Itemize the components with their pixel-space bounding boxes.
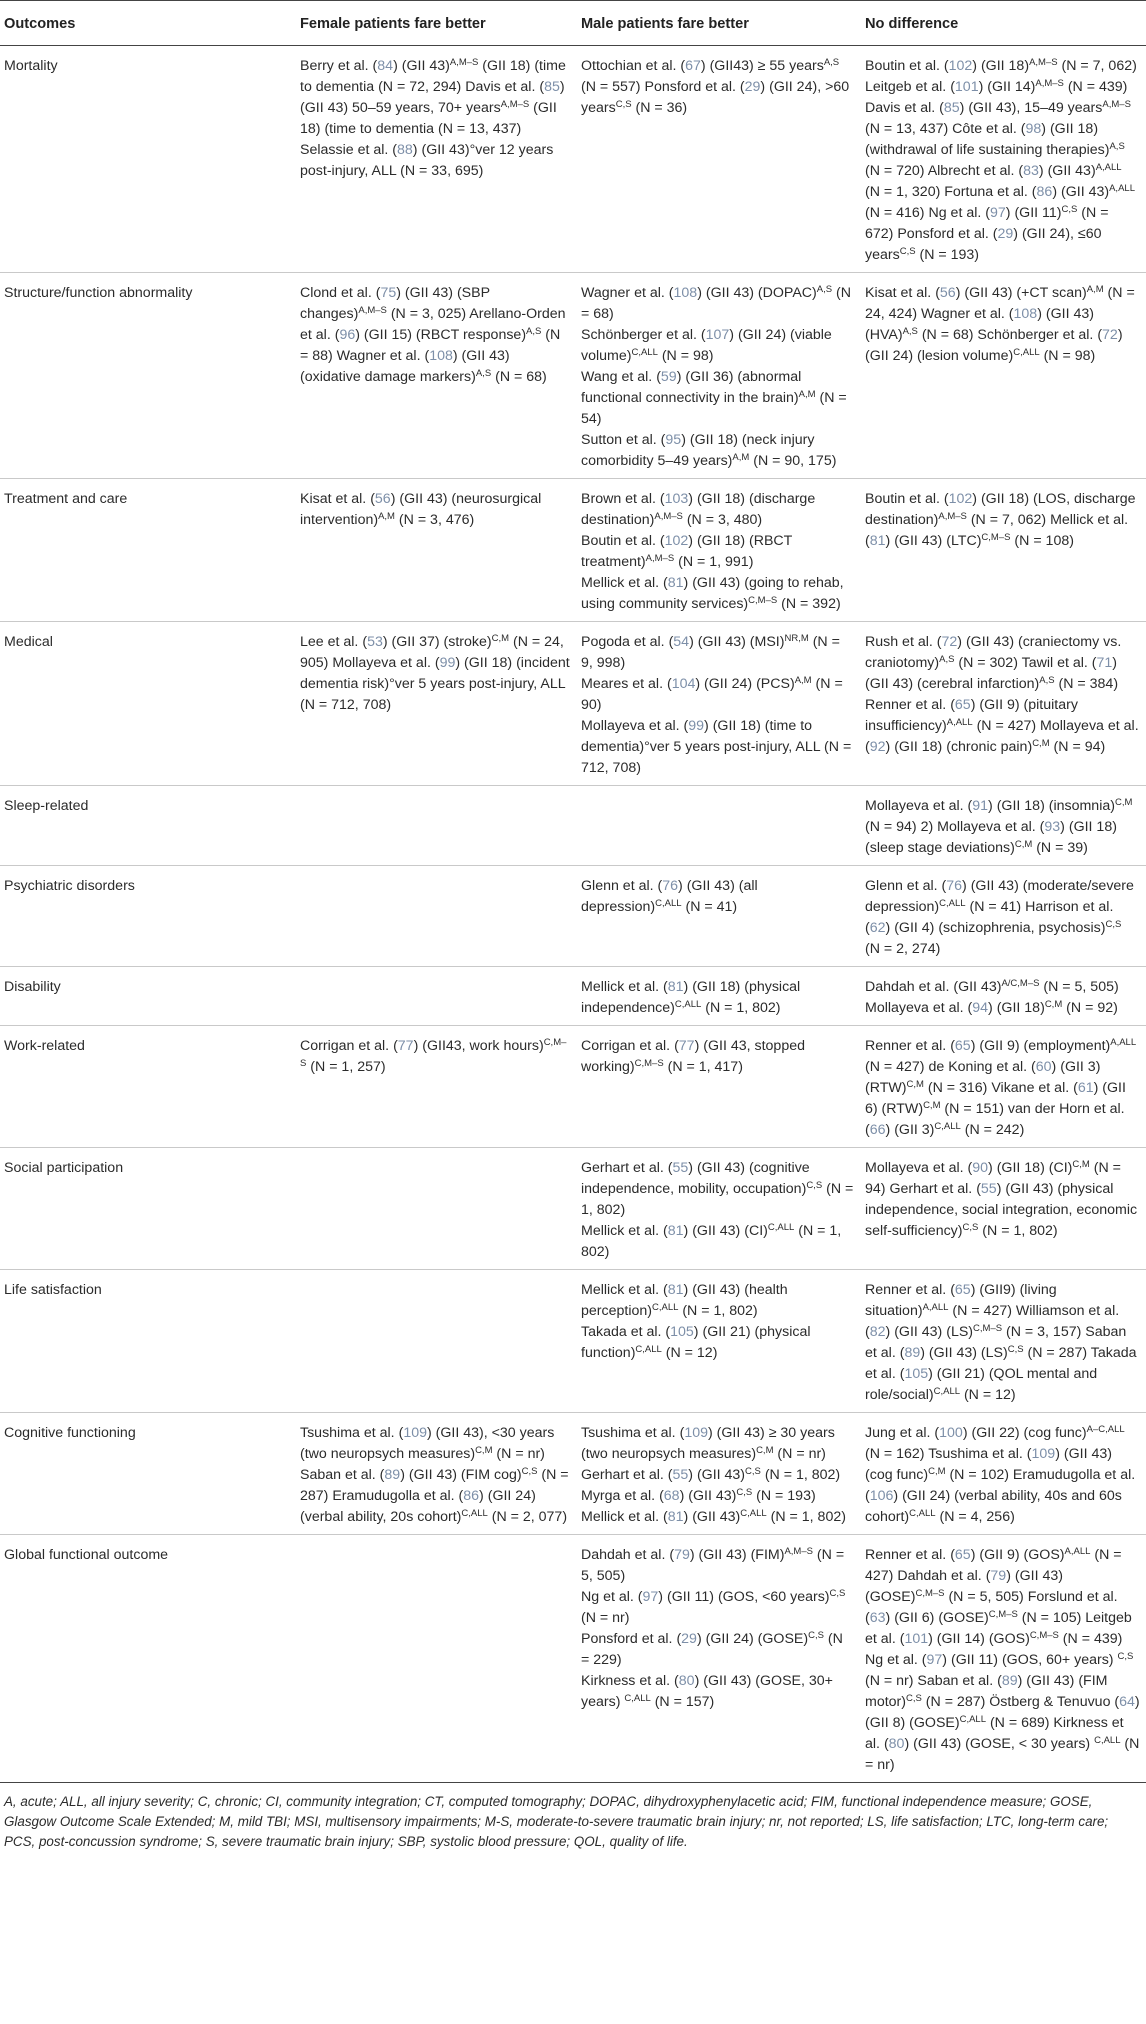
- column-header-outcomes: Outcomes: [0, 1, 296, 46]
- cell-outcome: Medical: [0, 622, 296, 786]
- superscript: C,M: [906, 1079, 924, 1090]
- table-row: [0, 967, 1146, 1026]
- cell-female: Kisat et al. (56) (GII 43) (neurosurgical intervention)$^{A,M}$ (N = 3, 476): [296, 479, 577, 622]
- citation-link[interactable]: 89: [904, 1345, 921, 1361]
- superscript: C,ALL: [651, 1302, 679, 1313]
- cell-outcome: Cognitive functioning: [0, 1413, 296, 1535]
- table-row: [0, 1270, 1146, 1413]
- superscript: C,M: [923, 1100, 941, 1111]
- citation-link[interactable]: 102: [948, 58, 973, 74]
- table-row: [0, 786, 1146, 866]
- superscript: C,S: [1061, 204, 1078, 215]
- superscript: C,ALL: [767, 1222, 795, 1233]
- citation-link[interactable]: 67: [685, 58, 701, 74]
- cell-no-difference: Boutin et al. (102) (GII 18)$^{A,M-S}$ (N = 7, 062) Leitgeb et al. (101) (GII 14)$^{A,M-S}$ (N = 439) Davis et al. (85) (GII 43), 15–49 years$^{A,M-S}$ (N = 13, 437) Côte et al. (98) (GII 18) (withdrawal of life sustaining therapies)$^{A,S}$ (N = 720) Albrecht et al. (83) (GII 43)$^{A,ALL}$ (N = 1, 320) Fortuna et al. (86) (GII 43)$^{A,ALL}$ (N = 416) Ng et al. (97) (GII 11)$^{C,S}$ (N = 672) Ponsford et al. (29) (GII 24), ≤60 years$^{C,S}$ (N = 193): [861, 46, 1146, 273]
- column-header-female: Female patients fare better: [296, 1, 577, 46]
- table-row: [0, 1026, 1146, 1148]
- superscript: A,S: [1109, 141, 1125, 152]
- cell-no-difference: Rush et al. (72) (GII 43) (craniectomy vs. craniotomy)$^{A,S}$ (N = 302) Tawil et al. (71) (GII 43) (cerebral infarction)$^{A,S}$ (N = 384) Renner et al. (65) (GII 9) (pituitary insufficiency)$^{A,ALL}$ (N = 427) Mollayeva et al. (92) (GII 18) (chronic pain)$^{C,M}$ (N = 94): [861, 622, 1146, 786]
- citation-link[interactable]: 53: [367, 634, 383, 650]
- citation-link[interactable]: 91: [972, 798, 989, 814]
- citation-link[interactable]: 103: [664, 491, 689, 507]
- cell-outcome: Global functional outcome: [0, 1535, 296, 1783]
- cell-female: [296, 866, 577, 967]
- superscript: C,ALL: [631, 347, 658, 358]
- superscript: A,M–S: [1029, 57, 1058, 68]
- table-body: [0, 46, 1146, 1783]
- citation-link[interactable]: 77: [678, 1038, 695, 1054]
- table-row: [0, 622, 1146, 786]
- superscript: A,M: [794, 675, 812, 686]
- citation-link[interactable]: 85: [943, 100, 960, 116]
- cell-male: Gerhart et al. (55) (GII 43) (cognitive independence, mobility, occupation)$^{C,S}$ (N = 1, 802) Mellick et al. (81) (GII 43) (CI)$^{C,ALL}$ (N = 1, 802): [577, 1148, 861, 1270]
- superscript: A,S: [475, 368, 492, 379]
- superscript: C,S: [1105, 919, 1122, 930]
- superscript: C,ALL: [1013, 347, 1040, 358]
- superscript: C,M–S: [634, 1058, 664, 1069]
- cell-female: Corrigan et al. (77) (GII43, work hours)$^{C,M-S}$ (N = 1, 257): [296, 1026, 577, 1148]
- cell-male: Wagner et al. (108) (GII 43) (DOPAC)$^{A,S}$ (N = 68) Schönberger et al. (107) (GII 24) (viable volume)$^{C,ALL}$ (N = 98) Wang et al. (59) (GII 36) (abnormal functional connectivity in the brain)$^{A,M}$ (N = 54) Sutton et al. (95) (GII 18) (neck injury comorbidity 5–49 years)$^{A,M}$ (N = 90, 175): [577, 273, 861, 479]
- table-row: [0, 479, 1146, 622]
- citation-link[interactable]: 99: [439, 655, 456, 671]
- superscript: C,ALL: [933, 1386, 961, 1397]
- citation-link[interactable]: 85: [544, 79, 560, 95]
- citation-link[interactable]: 101: [904, 1631, 929, 1647]
- citation-link[interactable]: 29: [744, 79, 761, 95]
- citation-link[interactable]: 81: [667, 1509, 684, 1525]
- cell-outcome: Social participation: [0, 1148, 296, 1270]
- cell-male: Pogoda et al. (54) (GII 43) (MSI)$^{NR,M}$ (N = 9, 998) Meares et al. (104) (GII 24) (PCS)$^{A,M}$ (N = 90) Mollayeva et al. (99) (GII 18) (time to dementia)°ver 5 years post-injury, ALL (N = 712, 708): [577, 622, 861, 786]
- cell-male: Mellick et al. (81) (GII 18) (physical independence)$^{C,ALL}$ (N = 1, 802): [577, 967, 861, 1026]
- superscript: A,ALL: [922, 1302, 949, 1313]
- citation-link[interactable]: 76: [662, 878, 679, 894]
- superscript: A,ALL: [1109, 183, 1135, 194]
- citation-link[interactable]: 102: [948, 491, 973, 507]
- superscript: C,S: [736, 1487, 753, 1498]
- citation-link[interactable]: 55: [980, 1181, 997, 1197]
- cell-female: [296, 967, 577, 1026]
- table-row: [0, 273, 1146, 479]
- citation-link[interactable]: 65: [954, 697, 971, 713]
- column-header-no-difference: No difference: [861, 1, 1146, 46]
- citation-link[interactable]: 81: [667, 979, 684, 995]
- superscript: C,M: [928, 1466, 946, 1477]
- cell-no-difference: Renner et al. (65) (GII9) (living situation)$^{A,ALL}$ (N = 427) Williamson et al. (82) (GII 43) (LS)$^{C,M-S}$ (N = 3, 157) Saban et al. (89) (GII 43) (LS)$^{C,S}$ (N = 287) Takada et al. (105) (GII 21) (QOL mental and role/social)$^{C,ALL}$ (N = 12): [861, 1270, 1146, 1413]
- superscript: C,M: [491, 633, 510, 644]
- superscript: A,M–S: [784, 1546, 813, 1557]
- cell-no-difference: Renner et al. (65) (GII 9) (employment)$^{A,ALL}$ (N = 427) de Koning et al. (60) (GII 3) (RTW)$^{C,M}$ (N = 316) Vikane et al. (61) (GII 6) (RTW)$^{C,M}$ (N = 151) van der Horn et al. (66) (GII 3)$^{C,ALL}$ (N = 242): [861, 1026, 1146, 1148]
- superscript: C,M–S: [1029, 1630, 1059, 1641]
- citation-link[interactable]: 77: [397, 1038, 414, 1054]
- superscript: A,ALL: [946, 717, 973, 728]
- citation-link[interactable]: 84: [377, 58, 394, 74]
- superscript: A,S: [816, 284, 833, 295]
- citation-link[interactable]: 105: [904, 1366, 929, 1382]
- column-header-male: Male patients fare better: [577, 1, 861, 46]
- superscript: A,M: [798, 389, 816, 400]
- citation-link[interactable]: 79: [990, 1568, 1007, 1584]
- cell-female: [296, 1270, 577, 1413]
- citation-link[interactable]: 72: [941, 634, 958, 650]
- superscript: C,M–S: [988, 1609, 1018, 1620]
- superscript: C,M–S: [915, 1588, 945, 1599]
- superscript: C,ALL: [635, 1344, 662, 1355]
- superscript: C,M: [475, 1445, 493, 1456]
- superscript: C,S: [1007, 1344, 1024, 1355]
- citation-link[interactable]: 86: [463, 1488, 480, 1504]
- citation-link[interactable]: 100: [939, 1425, 963, 1441]
- cell-male: Brown et al. (103) (GII 18) (discharge destination)$^{A,M-S}$ (N = 3, 480) Boutin et al. (102) (GII 18) (RBCT treatment)$^{A,M-S}$ (N = 1, 991) Mellick et al. (81) (GII 43) (going to rehab, using community services)$^{C,M-S}$ (N = 392): [577, 479, 861, 622]
- citation-link[interactable]: 109: [1031, 1446, 1056, 1462]
- cell-male: [577, 786, 861, 866]
- citation-link[interactable]: 104: [671, 676, 696, 692]
- citation-link[interactable]: 72: [1102, 327, 1118, 343]
- citation-link[interactable]: 56: [939, 285, 956, 301]
- citation-link[interactable]: 68: [663, 1488, 680, 1504]
- citation-link[interactable]: 98: [1025, 121, 1042, 137]
- superscript: C,M: [1032, 738, 1050, 749]
- citation-link[interactable]: 62: [869, 920, 886, 936]
- cell-outcome: Life satisfaction: [0, 1270, 296, 1413]
- superscript: C,S: [1117, 1651, 1134, 1662]
- table-row: [0, 1535, 1146, 1783]
- citation-link[interactable]: 75: [380, 285, 397, 301]
- superscript: C,S: [829, 1588, 846, 1599]
- cell-no-difference: Mollayeva et al. (91) (GII 18) (insomnia)$^{C,M}$ (N = 94) 2) Mollayeva et al. (93) (GII 18) (sleep stage deviations)$^{C,M}$ (N = 39): [861, 786, 1146, 866]
- citation-link[interactable]: 97: [990, 205, 1006, 221]
- cell-outcome: Work-related: [0, 1026, 296, 1148]
- superscript: A,M–S: [358, 305, 387, 316]
- table-row: [0, 866, 1146, 967]
- citation-link[interactable]: 92: [869, 739, 886, 755]
- citation-link[interactable]: 106: [869, 1488, 894, 1504]
- cell-outcome: Psychiatric disorders: [0, 866, 296, 967]
- superscript: A,S: [526, 326, 542, 337]
- cell-male: Corrigan et al. (77) (GII 43, stopped working)$^{C,M-S}$ (N = 1, 417): [577, 1026, 861, 1148]
- citation-link[interactable]: 81: [667, 575, 684, 591]
- cell-no-difference: Mollayeva et al. (90) (GII 18) (CI)$^{C,M}$ (N = 94) Gerhart et al. (55) (GII 43) (physical independence, social integration, economic self-sufficiency)$^{C,S}$ (N = 1, 802): [861, 1148, 1146, 1270]
- citation-link[interactable]: 83: [1023, 163, 1039, 179]
- superscript: A/C,M–S: [1001, 978, 1040, 989]
- citation-link[interactable]: 80: [888, 1736, 905, 1752]
- citation-link[interactable]: 86: [1036, 184, 1053, 200]
- cell-male: Glenn et al. (76) (GII 43) (all depression)$^{C,ALL}$ (N = 41): [577, 866, 861, 967]
- citation-link[interactable]: 81: [869, 533, 886, 549]
- cell-male: Tsushima et al. (109) (GII 43) ≥ 30 years (two neuropsych measures)$^{C,M}$ (N = nr) Gerhart et al. (55) (GII 43)$^{C,S}$ (N = 1, 802) Myrga et al. (68) (GII 43)$^{C,S}$ (N = 193) Mellick et al. (81) (GII 43)$^{C,ALL}$ (N = 1, 802): [577, 1413, 861, 1535]
- superscript: A,M–S: [449, 57, 479, 68]
- cell-male: Dahdah et al. (79) (GII 43) (FIM)$^{A,M-S}$ (N = 5, 505) Ng et al. (97) (GII 11) (GOS, <60 years)$^{C,S}$ (N = nr) Ponsford et al. (29) (GII 24) (GOSE)$^{C,S}$ (N = 229) Kirkness et al. (80) (GII 43) (GOSE, 30+ years) $^{C,ALL}$ (N = 157): [577, 1535, 861, 1783]
- superscript: C,ALL: [939, 898, 966, 909]
- citation-link[interactable]: 65: [954, 1038, 971, 1054]
- citation-link[interactable]: 88: [397, 142, 413, 158]
- citation-link[interactable]: 97: [926, 1652, 943, 1668]
- table-footnote: A, acute; ALL, all injury severity; C, chronic; CI, community integration; CT, computed tomography; DOPAC, dihydroxyphenylacetic acid; FIM, functional independence measure; GOSE, Glasgow Outcome Scale Extended; M, mild TBI; MSI, multisensory impairments; M-S, moderate-to-severe traumatic brain injury; nr, not reported; LS, life satisfaction; LTC, long-term care; PCS, post-concussion syndrome; S, severe traumatic brain injury; SBP, systolic blood pressure; QOL, quality of life.: [4, 1794, 1109, 1849]
- superscript: C,M: [1114, 797, 1133, 808]
- citation-link[interactable]: 64: [1119, 1694, 1135, 1710]
- citation-link[interactable]: 54: [673, 634, 690, 650]
- citation-link[interactable]: 55: [672, 1160, 689, 1176]
- citation-link[interactable]: 108: [1013, 306, 1038, 322]
- superscript: C,S: [808, 1630, 824, 1641]
- citation-link[interactable]: 55: [672, 1467, 689, 1483]
- superscript: A,M–S: [654, 511, 683, 522]
- cell-outcome: Sleep-related: [0, 786, 296, 866]
- citation-link[interactable]: 109: [403, 1425, 427, 1441]
- superscript: C,S: [906, 1693, 922, 1704]
- cell-female: Lee et al. (53) (GII 37) (stroke)$^{C,M}$ (N = 24, 905) Mollayeva et al. (99) (GII 18) (incident dementia risk)°ver 5 years post-injury, ALL (N = 712, 708): [296, 622, 577, 786]
- citation-link[interactable]: 29: [997, 226, 1014, 242]
- superscript: C,M–S: [300, 1037, 567, 1069]
- superscript: A,M–S: [645, 553, 675, 564]
- superscript: A,S: [939, 654, 955, 665]
- superscript: NR,M: [784, 633, 809, 644]
- superscript: A,ALL: [1110, 1037, 1137, 1048]
- cell-no-difference: Dahdah et al. (GII 43)$^{A/C,M-S}$ (N = 5, 505) Mollayeva et al. (94) (GII 18)$^{C,M}$ (N = 92): [861, 967, 1146, 1026]
- superscript: A,M–S: [1102, 99, 1131, 110]
- citation-link[interactable]: 90: [972, 1160, 989, 1176]
- superscript: C,S: [962, 1222, 979, 1233]
- citation-link[interactable]: 89: [1001, 1673, 1018, 1689]
- cell-female: Clond et al. (75) (GII 43) (SBP changes)$^{A,M-S}$ (N = 3, 025) Arellano-Orden et al. (96) (GII 15) (RBCT response)$^{A,S}$ (N = 88) Wagner et al. (108) (GII 43) (oxidative damage markers)$^{A,S}$ (N = 68): [296, 273, 577, 479]
- superscript: A,M–S: [938, 511, 967, 522]
- cell-outcome: Mortality: [0, 46, 296, 273]
- citation-link[interactable]: 95: [665, 432, 682, 448]
- superscript: C,S: [615, 99, 632, 110]
- citation-link[interactable]: 60: [1035, 1059, 1052, 1075]
- superscript: A,M: [378, 511, 395, 522]
- superscript: A,S: [902, 326, 918, 337]
- superscript: C,S: [521, 1466, 538, 1477]
- superscript: A–C,ALL: [1086, 1424, 1125, 1435]
- citation-link[interactable]: 71: [1096, 655, 1113, 671]
- citation-link[interactable]: 82: [869, 1324, 886, 1340]
- superscript: C,ALL: [934, 1121, 961, 1132]
- citation-link[interactable]: 94: [972, 1000, 989, 1016]
- superscript: C,ALL: [655, 898, 682, 909]
- superscript: C,ALL: [674, 999, 702, 1010]
- cell-female: Berry et al. (84) (GII 43)$^{A,M-S}$ (GII 18) (time to dementia (N = 72, 294) Davis et al. (85) (GII 43) 50–59 years, 70+ years$^{A,M-S}$ (GII 18) (time to dementia (N = 13, 437) Selassie et al. (88) (GII 43)°ver 12 years post-injury, ALL (N = 33, 695): [296, 46, 577, 273]
- citation-link[interactable]: 66: [869, 1122, 886, 1138]
- superscript: C,ALL: [740, 1508, 767, 1519]
- citation-link[interactable]: 56: [374, 491, 391, 507]
- cell-no-difference: Glenn et al. (76) (GII 43) (moderate/severe depression)$^{C,ALL}$ (N = 41) Harrison et al. (62) (GII 4) (schizophrenia, psychosis)$^{C,S}$ (N = 2, 274): [861, 866, 1146, 967]
- superscript: C,M: [1072, 1159, 1090, 1170]
- superscript: A,S: [823, 57, 840, 68]
- citation-link[interactable]: 80: [678, 1673, 695, 1689]
- superscript: C,ALL: [959, 1714, 986, 1725]
- citation-link[interactable]: 65: [954, 1282, 971, 1298]
- citation-link[interactable]: 102: [664, 533, 689, 549]
- superscript: C,ALL: [1094, 1735, 1121, 1746]
- citation-link[interactable]: 29: [681, 1631, 697, 1647]
- citation-link[interactable]: 81: [667, 1223, 684, 1239]
- citation-link[interactable]: 93: [1044, 819, 1061, 835]
- superscript: A,ALL: [1095, 162, 1122, 173]
- cell-female: Tsushima et al. (109) (GII 43), <30 years (two neuropsych measures)$^{C,M}$ (N = nr) Saban et al. (89) (GII 43) (FIM cog)$^{C,S}$ (N = 287) Eramudugolla et al. (86) (GII 24) (verbal ability, 20s cohort)$^{C,ALL}$ (N = 2, 077): [296, 1413, 577, 1535]
- cell-outcome: Structure/function abnormality: [0, 273, 296, 479]
- citation-link[interactable]: 101: [954, 79, 979, 95]
- cell-outcome: Treatment and care: [0, 479, 296, 622]
- header-row: [0, 1, 1146, 46]
- superscript: C,S: [899, 246, 916, 257]
- citation-link[interactable]: 108: [429, 348, 453, 364]
- superscript: A,M–S: [500, 99, 530, 110]
- citation-link[interactable]: 65: [954, 1547, 971, 1563]
- superscript: A,ALL: [1064, 1546, 1091, 1557]
- citation-link[interactable]: 99: [688, 718, 705, 734]
- superscript: C,ALL: [909, 1508, 936, 1519]
- citation-link[interactable]: 81: [667, 1282, 684, 1298]
- citation-link[interactable]: 61: [1077, 1080, 1094, 1096]
- citation-link[interactable]: 109: [684, 1425, 708, 1441]
- cell-female: [296, 1535, 577, 1783]
- cell-no-difference: Boutin et al. (102) (GII 18) (LOS, discharge destination)$^{A,M-S}$ (N = 7, 062) Mellick et al. (81) (GII 43) (LTC)$^{C,M-S}$ (N = 108): [861, 479, 1146, 622]
- superscript: A,M: [1086, 284, 1104, 295]
- superscript: C,S: [806, 1180, 823, 1191]
- superscript: C,ALL: [461, 1508, 488, 1519]
- citation-link[interactable]: 108: [673, 285, 698, 301]
- superscript: A,M–S: [1035, 78, 1064, 89]
- superscript: C,M: [1014, 839, 1033, 850]
- citation-link[interactable]: 96: [339, 327, 356, 343]
- table-header: [0, 1, 1146, 46]
- citation-link[interactable]: 59: [660, 369, 677, 385]
- superscript: A,M: [732, 452, 750, 463]
- superscript: C,M: [756, 1445, 774, 1456]
- citation-link[interactable]: 105: [670, 1324, 694, 1340]
- table-row: [0, 46, 1146, 273]
- superscript: C,M–S: [748, 595, 778, 606]
- cell-outcome: Disability: [0, 967, 296, 1026]
- superscript: A,S: [1039, 675, 1055, 686]
- cell-no-difference: Kisat et al. (56) (GII 43) (+CT scan)$^{A,M}$ (N = 24, 424) Wagner et al. (108) (GII 43) (HVA)$^{A,S}$ (N = 68) Schönberger et al. (72) (GII 24) (lesion volume)$^{C,ALL}$ (N = 98): [861, 273, 1146, 479]
- citation-link[interactable]: 107: [705, 327, 730, 343]
- superscript: C,M: [1044, 999, 1063, 1010]
- table-row: [0, 1148, 1146, 1270]
- citation-link[interactable]: 63: [869, 1610, 886, 1626]
- cell-female: [296, 1148, 577, 1270]
- citation-link[interactable]: 97: [642, 1589, 659, 1605]
- superscript: C,M–S: [973, 1323, 1003, 1334]
- cell-no-difference: Jung et al. (100) (GII 22) (cog func)$^{A-C,ALL}$ (N = 162) Tsushima et al. (109) (GII 43) (cog func)$^{C,M}$ (N = 102) Eramudugolla et al. (106) (GII 24) (verbal ability, 40s and 60s cohort)$^{C,ALL}$ (N = 4, 256): [861, 1413, 1146, 1535]
- superscript: C,ALL: [624, 1693, 651, 1704]
- table-row: [0, 1413, 1146, 1535]
- cell-no-difference: Renner et al. (65) (GII 9) (GOS)$^{A,ALL}$ (N = 427) Dahdah et al. (79) (GII 43) (GOSE)$^{C,M-S}$ (N = 5, 505) Forslund et al. (63) (GII 6) (GOSE)$^{C,M-S}$ (N = 105) Leitgeb et al. (101) (GII 14) (GOS)$^{C,M-S}$ (N = 439) Ng et al. (97) (GII 11) (GOS, 60+ years) $^{C,S}$ (N = nr) Saban et al. (89) (GII 43) (FIM motor)$^{C,S}$ (N = 287) Östberg & Tenuvuo (64) (GII 8) (GOSE)$^{C,ALL}$ (N = 689) Kirkness et al. (80) (GII 43) (GOSE, < 30 years) $^{C,ALL}$ (N = nr): [861, 1535, 1146, 1783]
- cell-male: Ottochian et al. (67) (GII43) ≥ 55 years$^{A,S}$ (N = 557) Ponsford et al. (29) (GII 24), >60 years$^{C,S}$ (N = 36): [577, 46, 861, 273]
- cell-female: [296, 786, 577, 866]
- superscript: C,M–S: [981, 532, 1011, 543]
- citation-link[interactable]: 79: [674, 1547, 690, 1563]
- superscript: C,S: [745, 1466, 761, 1477]
- citation-link[interactable]: 76: [946, 878, 963, 894]
- cell-male: Mellick et al. (81) (GII 43) (health perception)$^{C,ALL}$ (N = 1, 802) Takada et al. (105) (GII 21) (physical function)$^{C,ALL}$ (N = 12): [577, 1270, 861, 1413]
- citation-link[interactable]: 89: [384, 1467, 401, 1483]
